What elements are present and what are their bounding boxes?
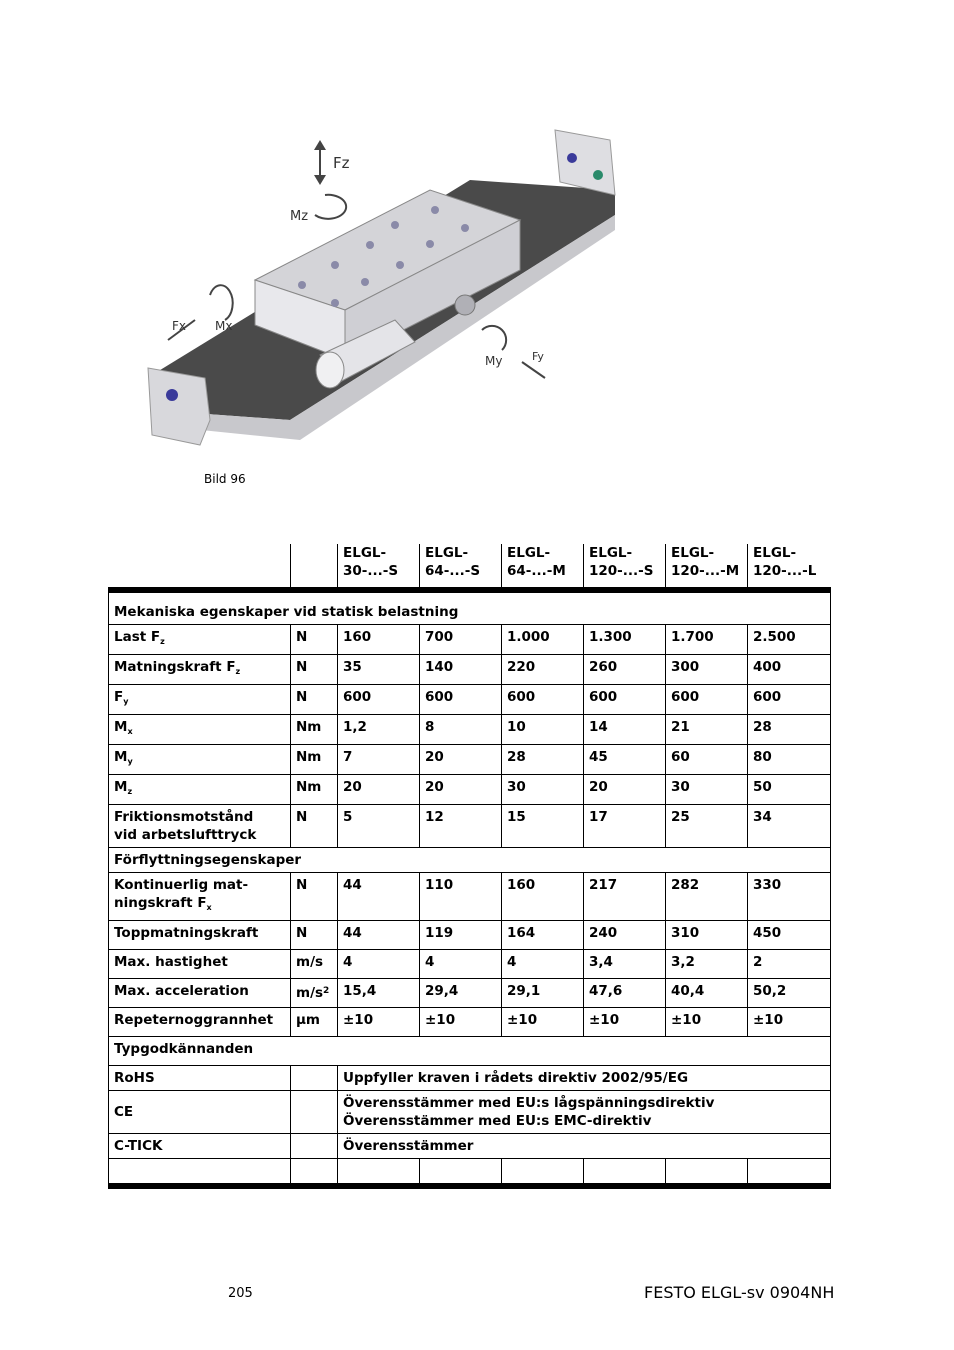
value-cell: 45: [584, 745, 666, 775]
value-cell: 8: [420, 715, 502, 745]
value-cell: 44: [338, 873, 420, 921]
row-unit: Nm: [291, 715, 338, 745]
value-cell: 14: [584, 715, 666, 745]
value-cell: 17: [584, 805, 666, 848]
empty-cell: [338, 1159, 420, 1187]
value-cell: 600: [338, 685, 420, 715]
value-cell: 4: [338, 950, 420, 979]
row-label: Last $F_z$: [109, 625, 291, 655]
empty-cell: [666, 1159, 748, 1187]
value-cell: 44: [338, 921, 420, 950]
value-cell: 35: [338, 655, 420, 685]
value-cell: 20: [584, 775, 666, 805]
value-cell: 10: [502, 715, 584, 745]
value-cell: 3,2: [666, 950, 748, 979]
value-cell: 600: [748, 685, 831, 715]
empty-cell: [584, 1159, 666, 1187]
approval-text: Överensstämmer: [338, 1134, 831, 1159]
value-cell: 300: [666, 655, 748, 685]
row-label: Matningskraft $F_z$: [109, 655, 291, 685]
value-cell: 400: [748, 655, 831, 685]
row-unit: m/s: [291, 950, 338, 979]
data-row: [109, 921, 831, 950]
data-row: [109, 950, 831, 979]
row-unit: N: [291, 625, 338, 655]
section-row: [109, 1037, 831, 1066]
row-label: Max. hastighet: [109, 950, 291, 979]
empty-row: [109, 1159, 831, 1187]
value-cell: ±10: [584, 1008, 666, 1037]
value-cell: 40,4: [666, 979, 748, 1008]
value-cell: 29,1: [502, 979, 584, 1008]
value-cell: 50: [748, 775, 831, 805]
value-cell: 28: [748, 715, 831, 745]
data-row: [109, 745, 831, 775]
value-cell: 700: [420, 625, 502, 655]
value-cell: 21: [666, 715, 748, 745]
empty-cell: [420, 1159, 502, 1187]
data-row: [109, 873, 831, 921]
section-heading: Förflyttningsegenskaper: [109, 848, 831, 873]
row-unit: Nm: [291, 775, 338, 805]
mz-label: Mz: [290, 209, 309, 224]
value-cell: 220: [502, 655, 584, 685]
value-cell: 20: [338, 775, 420, 805]
row-unit: N: [291, 685, 338, 715]
model-header: ELGL- 30-...-S: [338, 544, 420, 590]
approval-text: Överensstämmer med EU:s lågspänningsdirektiv Överensstämmer med EU:s EMC-direktiv: [338, 1091, 831, 1134]
value-cell: 15: [502, 805, 584, 848]
value-cell: 60: [666, 745, 748, 775]
empty-cell: [502, 1159, 584, 1187]
data-row: [109, 979, 831, 1008]
value-cell: ±10: [420, 1008, 502, 1037]
value-cell: 30: [502, 775, 584, 805]
document-id: FESTO ELGL-sv 0904NH: [644, 1283, 835, 1302]
value-cell: 1.700: [666, 625, 748, 655]
section-heading: Mekaniska egenskaper vid statisk belastning: [109, 590, 831, 625]
table-header-row: [109, 544, 831, 590]
model-header: ELGL- 120-...-S: [584, 544, 666, 590]
value-cell: 260: [584, 655, 666, 685]
data-row: [109, 1008, 831, 1037]
row-label: $M_y$: [109, 745, 291, 775]
model-header: ELGL- 120-...-L: [748, 544, 831, 590]
value-cell: ±10: [502, 1008, 584, 1037]
value-cell: 50,2: [748, 979, 831, 1008]
data-row: [109, 625, 831, 655]
value-cell: 600: [502, 685, 584, 715]
row-unit: µm: [291, 1008, 338, 1037]
header-label-cell: [109, 544, 291, 590]
value-cell: 20: [420, 745, 502, 775]
fz-label: Fz: [333, 154, 350, 172]
approval-row: [109, 1066, 831, 1091]
value-cell: 29,4: [420, 979, 502, 1008]
value-cell: ±10: [338, 1008, 420, 1037]
value-cell: 1,2: [338, 715, 420, 745]
row-label: C-TICK: [109, 1134, 291, 1159]
value-cell: ±10: [748, 1008, 831, 1037]
value-cell: 34: [748, 805, 831, 848]
value-cell: 240: [584, 921, 666, 950]
row-unit: $m/s^2$: [291, 979, 338, 1008]
value-cell: 164: [502, 921, 584, 950]
row-unit: [291, 1066, 338, 1091]
value-cell: 160: [502, 873, 584, 921]
figure-caption: Bild 96: [204, 472, 246, 486]
approval-text: Uppfyller kraven i rådets direktiv 2002/95/EG: [338, 1066, 831, 1091]
value-cell: 2: [748, 950, 831, 979]
value-cell: 5: [338, 805, 420, 848]
row-unit: N: [291, 873, 338, 921]
row-unit: [291, 1091, 338, 1134]
row-label: Max. acceleration: [109, 979, 291, 1008]
section-row: [109, 848, 831, 873]
model-header: ELGL- 64-...-S: [420, 544, 502, 590]
row-label: $M_z$: [109, 775, 291, 805]
empty-cell: [291, 1159, 338, 1187]
value-cell: 1.300: [584, 625, 666, 655]
section-row: [109, 590, 831, 625]
value-cell: 7: [338, 745, 420, 775]
approval-row: [109, 1134, 831, 1159]
row-unit: N: [291, 921, 338, 950]
value-cell: 330: [748, 873, 831, 921]
value-cell: 47,6: [584, 979, 666, 1008]
value-cell: 25: [666, 805, 748, 848]
value-cell: 4: [502, 950, 584, 979]
value-cell: 310: [666, 921, 748, 950]
data-row: [109, 715, 831, 745]
row-label: RoHS: [109, 1066, 291, 1091]
data-row: [109, 775, 831, 805]
value-cell: 1.000: [502, 625, 584, 655]
page-number: 205: [228, 1286, 253, 1301]
header-unit-cell: [291, 544, 338, 590]
row-unit: Nm: [291, 745, 338, 775]
approval-row: [109, 1091, 831, 1134]
mx-label: Mx: [215, 319, 233, 333]
row-label: $F_y$: [109, 685, 291, 715]
section-heading: Typgodkännanden: [109, 1037, 831, 1066]
data-row: [109, 655, 831, 685]
value-cell: 28: [502, 745, 584, 775]
value-cell: 600: [666, 685, 748, 715]
value-cell: 20: [420, 775, 502, 805]
value-cell: 450: [748, 921, 831, 950]
fy-label: Fy: [532, 350, 544, 363]
fx-label: Fx: [172, 319, 187, 333]
value-cell: 15,4: [338, 979, 420, 1008]
row-label: Friktionsmotstånd vid arbetslufttryck: [109, 805, 291, 848]
row-label: Repeternoggrannhet: [109, 1008, 291, 1037]
value-cell: 3,4: [584, 950, 666, 979]
row-label: Toppmatningskraft: [109, 921, 291, 950]
value-cell: 600: [420, 685, 502, 715]
empty-cell: [109, 1159, 291, 1187]
value-cell: 140: [420, 655, 502, 685]
value-cell: 80: [748, 745, 831, 775]
product-illustration: [130, 120, 630, 460]
row-label: $M_x$: [109, 715, 291, 745]
technical-data-table: [108, 544, 831, 1189]
value-cell: 282: [666, 873, 748, 921]
value-cell: 4: [420, 950, 502, 979]
row-label: CE: [109, 1091, 291, 1134]
data-row: [109, 805, 831, 848]
model-header: ELGL- 64-...-M: [502, 544, 584, 590]
value-cell: 110: [420, 873, 502, 921]
row-unit: [291, 1134, 338, 1159]
my-label: My: [485, 354, 503, 368]
value-cell: ±10: [666, 1008, 748, 1037]
value-cell: 600: [584, 685, 666, 715]
empty-cell: [748, 1159, 831, 1187]
value-cell: 12: [420, 805, 502, 848]
row-unit: N: [291, 655, 338, 685]
row-unit: N: [291, 805, 338, 848]
value-cell: 217: [584, 873, 666, 921]
row-label: Kontinuerlig mat- ningskraft $F_x$: [109, 873, 291, 921]
model-header: ELGL- 120-...-M: [666, 544, 748, 590]
value-cell: 160: [338, 625, 420, 655]
value-cell: 30: [666, 775, 748, 805]
value-cell: 119: [420, 921, 502, 950]
value-cell: 2.500: [748, 625, 831, 655]
data-row: [109, 685, 831, 715]
